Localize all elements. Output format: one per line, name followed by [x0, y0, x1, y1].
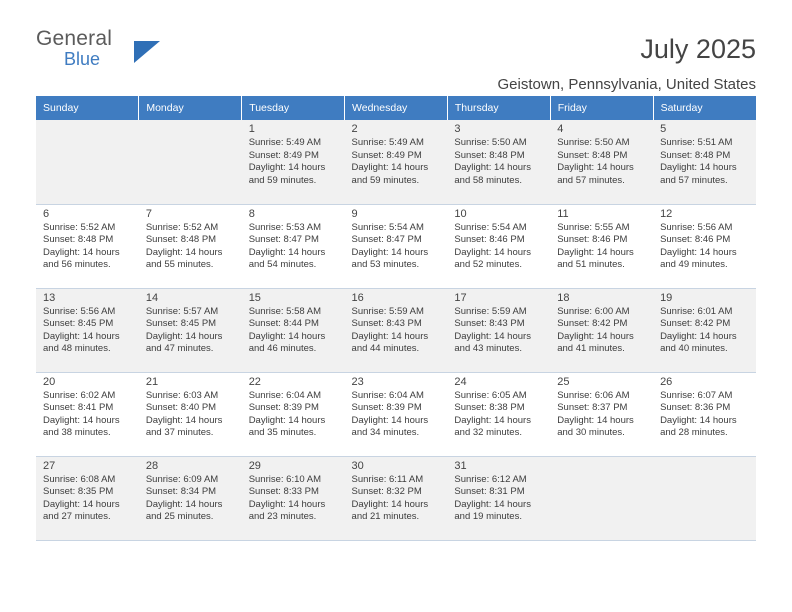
day-number: 2 [351, 123, 358, 135]
day-info-line: Daylight: 14 hours [557, 330, 634, 342]
calendar-day-cell[interactable] [139, 372, 242, 456]
day-info-line: and 47 minutes. [145, 343, 214, 355]
day-info-line: and 54 minutes. [248, 259, 317, 271]
day-info-line: and 25 minutes. [145, 511, 214, 523]
day-info-line: Daylight: 14 hours [557, 414, 634, 426]
calendar-day-cell[interactable] [242, 204, 345, 288]
day-info-line: and 40 minutes. [660, 343, 728, 355]
day-info-line: and 58 minutes. [454, 174, 522, 186]
day-number: 5 [660, 123, 667, 135]
location-subtitle: Geistown, Pennsylvania, United States [497, 76, 756, 93]
day-info-line: Sunset: 8:48 PM [454, 149, 525, 161]
day-number: 19 [660, 291, 673, 304]
day-info-line: Sunset: 8:48 PM [145, 234, 217, 246]
day-info-line: Sunrise: 5:50 AM [454, 137, 527, 149]
weekday-header-row [36, 96, 756, 120]
calendar-day-cell[interactable] [36, 204, 139, 288]
day-info-line: Sunset: 8:49 PM [248, 149, 319, 161]
day-info-line: Sunrise: 6:02 AM [43, 389, 116, 401]
day-info-line: Sunrise: 6:03 AM [145, 389, 219, 401]
day-number: 29 [248, 459, 261, 472]
calendar-day-cell[interactable] [36, 372, 139, 456]
day-info-line: Sunrise: 5:54 AM [454, 221, 527, 233]
day-info-line: Sunrise: 6:09 AM [145, 473, 219, 485]
day-info-line: Sunset: 8:48 PM [660, 149, 731, 161]
day-info-line: Sunrise: 5:51 AM [660, 137, 733, 149]
day-info-line: Sunset: 8:43 PM [454, 318, 525, 330]
day-info-line: and 52 minutes. [454, 259, 522, 271]
day-number: 31 [454, 459, 467, 472]
calendar-empty-cell [550, 456, 653, 540]
weekday-header-thursday: Thursday [447, 96, 550, 120]
weekday-header-friday: Friday [550, 96, 653, 120]
day-info-line: Sunset: 8:33 PM [248, 486, 319, 498]
calendar-day-cell[interactable] [653, 120, 756, 204]
day-number: 26 [660, 375, 673, 388]
day-info-line: Sunrise: 5:49 AM [248, 137, 322, 149]
day-number: 7 [145, 207, 152, 220]
day-info-line: Sunrise: 6:08 AM [43, 473, 116, 485]
day-info-line: and 41 minutes. [557, 343, 625, 355]
calendar-day-cell[interactable] [139, 204, 242, 288]
day-info-line: Sunrise: 6:10 AM [248, 473, 322, 485]
day-info-line: Sunset: 8:31 PM [454, 486, 525, 498]
day-info-line: Sunrise: 6:11 AM [351, 473, 424, 485]
calendar-day-cell[interactable] [36, 288, 139, 372]
day-info-line: Daylight: 14 hours [248, 498, 326, 510]
day-number: 8 [248, 207, 255, 220]
day-info-line: Sunset: 8:46 PM [454, 234, 525, 246]
day-info-line: and 53 minutes. [351, 259, 420, 271]
day-number: 28 [145, 459, 159, 472]
day-number: 17 [454, 291, 467, 304]
calendar-day-cell[interactable] [653, 204, 756, 288]
calendar-day-cell[interactable] [242, 372, 345, 456]
day-info-line: Sunset: 8:32 PM [351, 486, 422, 498]
page-title: July 2025 [640, 34, 756, 64]
day-info-line: Daylight: 14 hours [43, 246, 120, 258]
day-info-line: and 48 minutes. [43, 343, 111, 355]
day-info-line: Daylight: 14 hours [43, 330, 120, 342]
day-info-line: Daylight: 14 hours [454, 162, 531, 174]
day-number: 6 [43, 207, 50, 220]
day-info-line: and 49 minutes. [660, 259, 728, 271]
day-info-line: and 38 minutes. [43, 427, 111, 439]
day-info-line: Sunrise: 6:12 AM [454, 473, 527, 485]
day-info-line: Sunrise: 5:55 AM [557, 221, 630, 233]
day-info-line: Sunrise: 5:59 AM [351, 305, 424, 317]
day-number: 23 [351, 375, 364, 388]
day-number: 1 [248, 123, 255, 135]
calendar-day-cell[interactable] [550, 204, 653, 288]
day-info-line: Sunrise: 5:53 AM [248, 221, 322, 233]
day-number: 18 [557, 291, 570, 304]
calendar-day-cell[interactable] [345, 372, 448, 456]
day-number: 30 [351, 459, 364, 472]
day-info-line: Sunrise: 5:56 AM [660, 221, 733, 233]
day-info-line: Sunrise: 6:07 AM [660, 389, 733, 401]
day-info-line: Daylight: 14 hours [145, 498, 223, 510]
calendar-week-row [36, 288, 756, 372]
calendar-day-cell[interactable] [447, 204, 550, 288]
day-info-line: Daylight: 14 hours [248, 246, 326, 258]
calendar-day-cell[interactable] [550, 372, 653, 456]
day-info-line: Daylight: 14 hours [351, 498, 429, 510]
calendar-day-cell[interactable] [242, 288, 345, 372]
day-info-line: Sunrise: 6:06 AM [557, 389, 630, 401]
day-number: 20 [43, 375, 56, 388]
day-number: 4 [557, 123, 564, 135]
logo-general-text: General [36, 27, 113, 50]
calendar-day-cell[interactable] [550, 288, 653, 372]
day-info-line: Daylight: 14 hours [248, 330, 326, 342]
weekday-header-tuesday: Tuesday [242, 96, 345, 120]
calendar-day-cell[interactable] [447, 456, 550, 540]
day-info-line: Sunrise: 5:56 AM [43, 305, 116, 317]
calendar-day-cell[interactable] [139, 288, 242, 372]
day-info-line: Sunset: 8:34 PM [145, 486, 217, 498]
day-info-line: Sunrise: 5:49 AM [351, 137, 424, 149]
day-info-line: Daylight: 14 hours [660, 162, 737, 174]
day-info-line: Sunrise: 5:50 AM [557, 137, 630, 149]
day-info-line: Daylight: 14 hours [351, 246, 429, 258]
day-info-line: and 19 minutes. [454, 511, 522, 523]
day-info-line: and 21 minutes. [351, 511, 420, 523]
day-info-line: Sunset: 8:49 PM [351, 149, 422, 161]
day-number: 9 [351, 207, 358, 220]
day-info-line: Daylight: 14 hours [454, 246, 531, 258]
day-info-line: Daylight: 14 hours [454, 414, 531, 426]
day-info-line: Daylight: 14 hours [557, 162, 634, 174]
calendar-day-cell[interactable] [447, 120, 550, 204]
day-info-line: Sunrise: 6:00 AM [557, 305, 630, 317]
calendar-day-cell[interactable] [653, 288, 756, 372]
calendar-day-cell[interactable] [345, 204, 448, 288]
calendar-day-cell[interactable] [345, 288, 448, 372]
day-number: 24 [454, 375, 467, 388]
logo-triangle-icon [134, 41, 160, 63]
day-info-line: and 59 minutes. [248, 174, 317, 186]
calendar-empty-cell [36, 120, 139, 204]
day-number: 16 [351, 291, 364, 304]
calendar-day-cell[interactable] [447, 372, 550, 456]
day-number: 21 [145, 375, 159, 388]
day-info-line: Daylight: 14 hours [248, 414, 326, 426]
day-info-line: and 46 minutes. [248, 343, 317, 355]
day-info-line: Daylight: 14 hours [248, 162, 326, 174]
day-info-line: Daylight: 14 hours [351, 330, 429, 342]
day-info-line: Daylight: 14 hours [145, 414, 223, 426]
calendar-empty-cell [139, 120, 242, 204]
day-info-line: Sunset: 8:42 PM [557, 318, 628, 330]
day-info-line: and 43 minutes. [454, 343, 522, 355]
calendar-day-cell[interactable] [447, 288, 550, 372]
day-info-line: Daylight: 14 hours [43, 498, 120, 510]
day-info-line: and 57 minutes. [660, 174, 728, 186]
day-info-line: Sunset: 8:48 PM [43, 234, 114, 246]
calendar-day-cell[interactable] [242, 120, 345, 204]
calendar-day-cell[interactable] [345, 120, 448, 204]
day-number: 13 [43, 291, 56, 304]
logo-blue-text: Blue [64, 49, 101, 69]
day-number: 22 [248, 375, 261, 388]
day-info-line: Sunset: 8:38 PM [454, 402, 525, 414]
day-info-line: Daylight: 14 hours [145, 246, 223, 258]
day-info-line: Daylight: 14 hours [660, 330, 737, 342]
day-info-line: Daylight: 14 hours [351, 414, 429, 426]
day-info-line: Sunrise: 5:59 AM [454, 305, 527, 317]
day-info-line: Sunset: 8:42 PM [660, 318, 731, 330]
day-info-line: and 27 minutes. [43, 511, 111, 523]
day-info-line: Sunrise: 5:58 AM [248, 305, 322, 317]
day-number: 11 [557, 207, 569, 220]
day-info-line: and 37 minutes. [145, 427, 214, 439]
day-number: 14 [145, 291, 159, 304]
day-number: 25 [557, 375, 570, 388]
day-info-line: Sunset: 8:45 PM [43, 318, 114, 330]
day-info-line: and 56 minutes. [43, 259, 111, 271]
day-info-line: and 35 minutes. [248, 427, 317, 439]
day-info-line: Daylight: 14 hours [454, 498, 531, 510]
day-info-line: and 34 minutes. [351, 427, 420, 439]
day-info-line: Daylight: 14 hours [43, 414, 120, 426]
day-info-line: Sunset: 8:41 PM [43, 402, 114, 414]
day-info-line: and 32 minutes. [454, 427, 522, 439]
calendar-body [36, 120, 756, 540]
day-info-line: Sunset: 8:43 PM [351, 318, 422, 330]
day-info-line: Daylight: 14 hours [145, 330, 223, 342]
day-info-line: Sunrise: 6:04 AM [248, 389, 322, 401]
day-number: 15 [248, 291, 261, 304]
day-info-line: Sunset: 8:37 PM [557, 402, 628, 414]
day-info-line: Sunrise: 5:54 AM [351, 221, 424, 233]
calendar-day-cell[interactable] [139, 456, 242, 540]
calendar-day-cell[interactable] [345, 456, 448, 540]
day-info-line: Sunrise: 6:05 AM [454, 389, 527, 401]
day-info-line: Sunrise: 5:57 AM [145, 305, 219, 317]
calendar-day-cell[interactable] [242, 456, 345, 540]
logo [36, 28, 236, 69]
calendar-week-row [36, 372, 756, 456]
day-info-line: Sunset: 8:35 PM [43, 486, 114, 498]
calendar-day-cell[interactable] [653, 372, 756, 456]
day-info-line: and 44 minutes. [351, 343, 420, 355]
day-info-line: Daylight: 14 hours [557, 246, 634, 258]
day-info-line: Daylight: 14 hours [454, 330, 531, 342]
day-info-line: Sunset: 8:46 PM [557, 234, 628, 246]
day-info-line: Daylight: 14 hours [351, 162, 429, 174]
day-number: 12 [660, 207, 673, 220]
day-info-line: Sunrise: 6:01 AM [660, 305, 733, 317]
calendar-week-row [36, 456, 756, 540]
day-info-line: Sunset: 8:46 PM [660, 234, 731, 246]
day-info-line: Sunset: 8:44 PM [248, 318, 319, 330]
weekday-header-wednesday: Wednesday [345, 96, 448, 120]
day-info-line: Sunset: 8:39 PM [248, 402, 319, 414]
calendar-empty-cell [653, 456, 756, 540]
day-info-line: and 59 minutes. [351, 174, 420, 186]
calendar-week-row [36, 120, 756, 204]
day-info-line: Sunset: 8:40 PM [145, 402, 217, 414]
weekday-header-saturday: Saturday [653, 96, 756, 120]
calendar-day-cell[interactable] [36, 456, 139, 540]
day-info-line: and 55 minutes. [145, 259, 214, 271]
calendar-week-row [36, 204, 756, 288]
day-info-line: Sunset: 8:48 PM [557, 149, 628, 161]
day-info-line: Sunrise: 5:52 AM [43, 221, 116, 233]
day-info-line: Sunset: 8:47 PM [351, 234, 422, 246]
day-info-line: Sunset: 8:45 PM [145, 318, 217, 330]
page-header [36, 0, 756, 96]
day-info-line: Sunrise: 6:04 AM [351, 389, 424, 401]
calendar-day-cell[interactable] [550, 120, 653, 204]
day-info-line: and 57 minutes. [557, 174, 625, 186]
day-info-line: Sunset: 8:36 PM [660, 402, 731, 414]
day-info-line: and 30 minutes. [557, 427, 625, 439]
day-number: 10 [454, 207, 467, 220]
day-info-line: Daylight: 14 hours [660, 414, 737, 426]
weekday-header-sunday: Sunday [36, 96, 139, 120]
day-number: 27 [43, 459, 56, 472]
day-info-line: Daylight: 14 hours [660, 246, 737, 258]
day-info-line: Sunrise: 5:52 AM [145, 221, 219, 233]
day-info-line: and 51 minutes. [557, 259, 625, 271]
weekday-header-monday: Monday [139, 96, 242, 120]
day-info-line: and 23 minutes. [248, 511, 317, 523]
calendar-table [36, 96, 756, 541]
day-info-line: Sunset: 8:39 PM [351, 402, 422, 414]
day-info-line: and 28 minutes. [660, 427, 728, 439]
day-info-line: Sunset: 8:47 PM [248, 234, 319, 246]
day-number: 3 [454, 123, 461, 135]
